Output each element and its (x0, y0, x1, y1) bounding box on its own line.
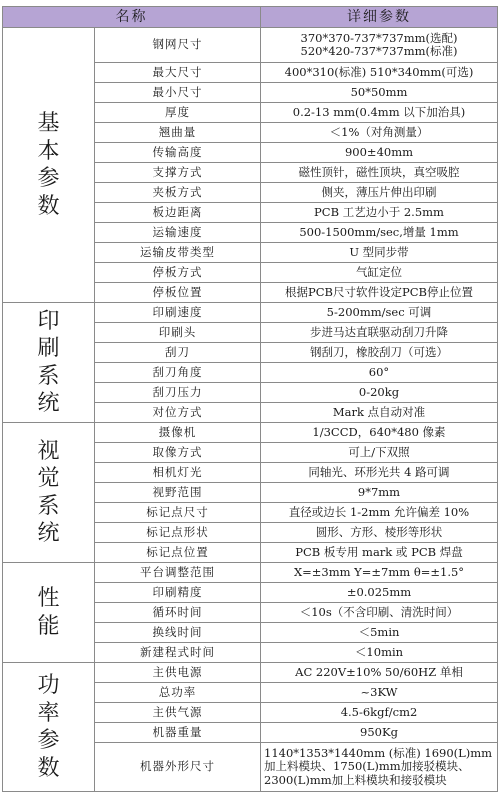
param-name: 停板位置 (95, 283, 261, 303)
param-name: 厚度 (95, 103, 261, 123)
param-name: 主供气源 (95, 703, 261, 723)
param-name: 运输速度 (95, 223, 261, 243)
param-value: 9*7mm (261, 483, 498, 503)
param-value: 同轴光、环形光共 4 路可调 (261, 463, 498, 483)
param-value: 根据PCB尺寸软件设定PCB停止位置 (261, 283, 498, 303)
param-name: 对位方式 (95, 403, 261, 423)
param-name: 机器外形尺寸 (95, 743, 261, 792)
param-name: 最小尺寸 (95, 83, 261, 103)
param-name: 刮刀角度 (95, 363, 261, 383)
section-title-performance: 性能 (3, 563, 95, 663)
param-name: 平台调整范围 (95, 563, 261, 583)
param-name: 夹板方式 (95, 183, 261, 203)
header-name: 名称 (3, 7, 261, 28)
table-row (3, 303, 498, 323)
param-name: 换线时间 (95, 623, 261, 643)
header-detail: 详细参数 (261, 7, 498, 28)
param-value: PCB 板专用 mark 或 PCB 焊盘 (261, 543, 498, 563)
param-value: 圆形、方形、棱形等形状 (261, 523, 498, 543)
header-row (3, 7, 498, 28)
section-title-power: 功率参数 (3, 663, 95, 792)
param-name: 视野范围 (95, 483, 261, 503)
param-name: 板边距离 (95, 203, 261, 223)
param-name: 印刷头 (95, 323, 261, 343)
param-value: 5-200mm/sec 可调 (261, 303, 498, 323)
param-value: AC 220V±10% 50/60HZ 单相 (261, 663, 498, 683)
table-row (3, 563, 498, 583)
param-name: 钢网尺寸 (95, 28, 261, 63)
param-name: 印刷精度 (95, 583, 261, 603)
param-value: 370*370-737*737mm(选配) 520*420-737*737mm(标准) (261, 28, 498, 63)
param-name: 刮刀压力 (95, 383, 261, 403)
table-row (3, 663, 498, 683)
param-value: 60° (261, 363, 498, 383)
section-title-basic: 基本参数 (3, 28, 95, 303)
param-name: 机器重量 (95, 723, 261, 743)
param-name: 最大尺寸 (95, 63, 261, 83)
param-value: 直径或边长 1-2mm 允许偏差 10% (261, 503, 498, 523)
param-value: ~3KW (261, 683, 498, 703)
param-value: PCB 工艺边小于 2.5mm (261, 203, 498, 223)
param-name: 标记点位置 (95, 543, 261, 563)
param-name: 停板方式 (95, 263, 261, 283)
param-value: 步进马达直联驱动刮刀升降 (261, 323, 498, 343)
param-value: 4.5-6kgf/cm2 (261, 703, 498, 723)
param-name: 摄像机 (95, 423, 261, 443)
param-value: 侧夹，薄压片伸出印刷 (261, 183, 498, 203)
param-value: 500-1500mm/sec,增量 1mm (261, 223, 498, 243)
param-value: 磁性顶针，磁性顶块，真空吸腔 (261, 163, 498, 183)
param-value: ＜1%（对角测量） (261, 123, 498, 143)
param-value: 950Kg (261, 723, 498, 743)
param-value: ±0.025mm (261, 583, 498, 603)
param-value: ＜5min (261, 623, 498, 643)
param-name: 印刷速度 (95, 303, 261, 323)
param-name: 标记点形状 (95, 523, 261, 543)
section-title-printing: 印刷系统 (3, 303, 95, 423)
param-value: 1/3CCD，640*480 像素 (261, 423, 498, 443)
param-value: Mark 点自动对准 (261, 403, 498, 423)
param-name: 相机灯光 (95, 463, 261, 483)
param-value: 50*50mm (261, 83, 498, 103)
param-value: ＜10s（不含印刷、清洗时间） (261, 603, 498, 623)
param-name: 主供电源 (95, 663, 261, 683)
param-value: 400*310(标准) 510*340mm(可选) (261, 63, 498, 83)
param-name: 翘曲量 (95, 123, 261, 143)
param-value: 气缸定位 (261, 263, 498, 283)
param-name: 运输皮带类型 (95, 243, 261, 263)
param-value: 可上/下双照 (261, 443, 498, 463)
param-name: 支撑方式 (95, 163, 261, 183)
param-value: U 型同步带 (261, 243, 498, 263)
spec-table (2, 6, 498, 792)
param-name: 新建程式时间 (95, 643, 261, 663)
table-row (3, 423, 498, 443)
param-name: 传输高度 (95, 143, 261, 163)
param-value: 900±40mm (261, 143, 498, 163)
spec-sheet (2, 6, 497, 792)
param-value: 0-20kg (261, 383, 498, 403)
param-value: 1140*1353*1440mm (标准) 1690(L)mm 加上料模块、1750(L)mm加接驳模块、2300(L)mm加上料模块和接驳模块 (261, 743, 498, 792)
section-title-vision: 视觉系统 (3, 423, 95, 563)
table-row (3, 28, 498, 63)
param-name: 标记点尺寸 (95, 503, 261, 523)
param-name: 刮刀 (95, 343, 261, 363)
param-value: 0.2-13 mm(0.4mm 以下加治具) (261, 103, 498, 123)
param-value: 钢刮刀，橡胶刮刀（可选） (261, 343, 498, 363)
param-name: 总功率 (95, 683, 261, 703)
param-value: ＜10min (261, 643, 498, 663)
param-name: 取像方式 (95, 443, 261, 463)
param-name: 循环时间 (95, 603, 261, 623)
param-value: X=±3mm Y=±7mm θ=±1.5° (261, 563, 498, 583)
